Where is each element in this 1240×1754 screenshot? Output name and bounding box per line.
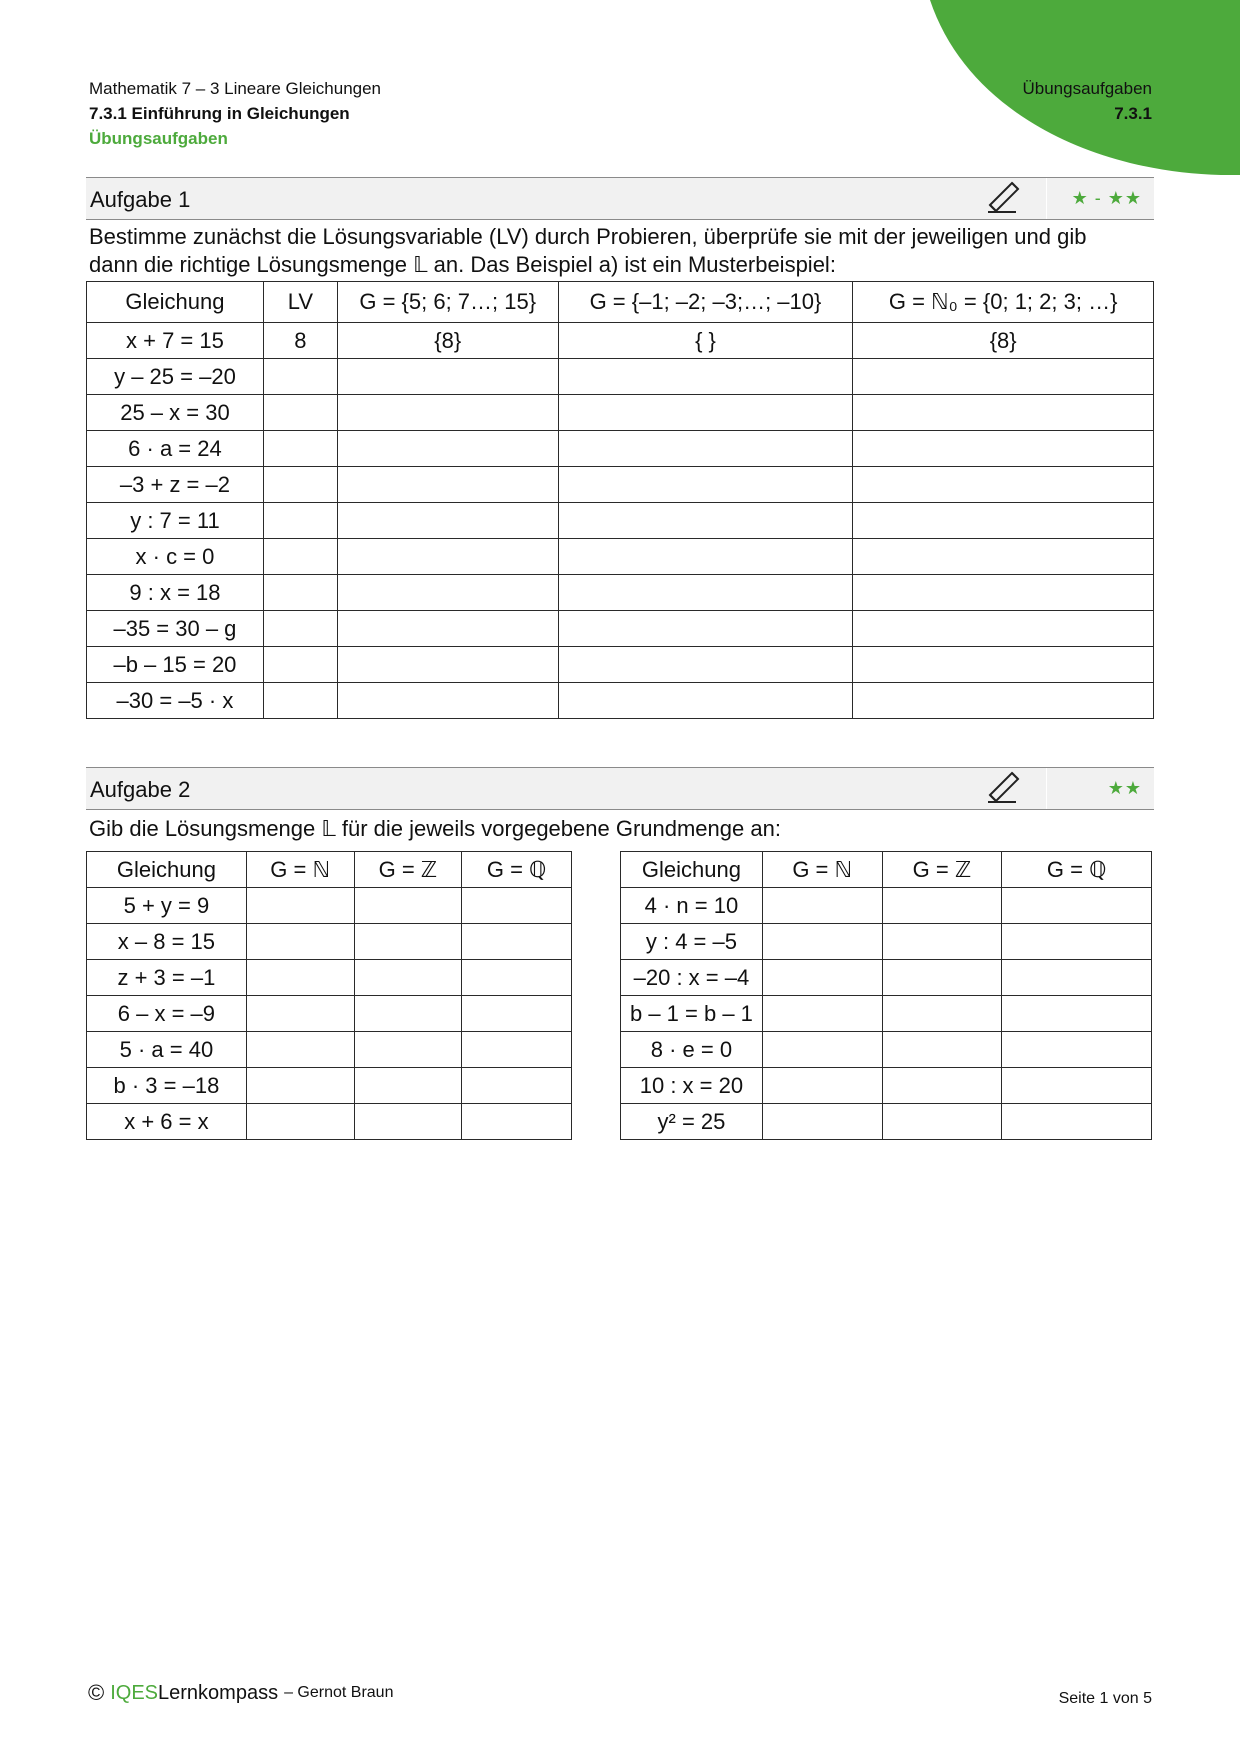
document-header-left bbox=[89, 76, 381, 151]
answer-cell bbox=[462, 1104, 572, 1140]
answer-cell bbox=[762, 1032, 882, 1068]
answer-cell: {8} bbox=[853, 323, 1154, 359]
column-header: Gleichung bbox=[87, 282, 264, 323]
equation-cell: x + 6 = x bbox=[87, 1104, 247, 1140]
copyright-symbol: © bbox=[88, 1680, 105, 1705]
answer-cell bbox=[558, 359, 853, 395]
table-row bbox=[87, 888, 572, 924]
column-header: Gleichung bbox=[87, 852, 247, 888]
equation-cell: 10 : x = 20 bbox=[621, 1068, 763, 1104]
table-row bbox=[621, 960, 1152, 996]
equation-cell: 5 · a = 40 bbox=[87, 1032, 247, 1068]
table-row bbox=[87, 611, 1154, 647]
answer-cell bbox=[337, 683, 558, 719]
answer-cell bbox=[246, 1032, 354, 1068]
equation-cell: 5 + y = 9 bbox=[87, 888, 247, 924]
equation-cell: 6 – x = –9 bbox=[87, 996, 247, 1032]
answer-cell bbox=[558, 683, 853, 719]
brand-iqes: IQES bbox=[110, 1681, 159, 1704]
answer-cell bbox=[1002, 1032, 1152, 1068]
equation-cell: –b – 15 = 20 bbox=[87, 647, 264, 683]
task2-bar-divider bbox=[1046, 768, 1047, 809]
footer-brand bbox=[88, 1680, 393, 1706]
answer-cell bbox=[853, 395, 1154, 431]
equation-cell: z + 3 = –1 bbox=[87, 960, 247, 996]
answer-cell bbox=[354, 1068, 462, 1104]
answer-cell bbox=[263, 395, 337, 431]
equation-cell: b – 1 = b – 1 bbox=[621, 996, 763, 1032]
answer-cell: { } bbox=[558, 323, 853, 359]
table-row bbox=[621, 888, 1152, 924]
answer-cell bbox=[263, 611, 337, 647]
task1-title: Aufgabe 1 bbox=[90, 187, 191, 212]
answer-cell bbox=[263, 647, 337, 683]
answer-cell bbox=[263, 503, 337, 539]
equation-cell: –20 : x = –4 bbox=[621, 960, 763, 996]
equation-cell: –30 = –5 · x bbox=[87, 683, 264, 719]
task1-instruction-line2: dann die richtige Lösungsmenge 𝕃 an. Das Beispiel a) ist ein Musterbeispiel: bbox=[89, 252, 836, 277]
answer-cell bbox=[354, 888, 462, 924]
equation-cell: y² = 25 bbox=[621, 1104, 763, 1140]
page-number: Seite 1 von 5 bbox=[1058, 1690, 1152, 1707]
answer-cell bbox=[853, 611, 1154, 647]
answer-cell bbox=[558, 503, 853, 539]
answer-cell bbox=[246, 888, 354, 924]
answer-cell bbox=[558, 431, 853, 467]
answer-cell bbox=[263, 359, 337, 395]
equation-cell: 25 – x = 30 bbox=[87, 395, 264, 431]
answer-cell bbox=[462, 924, 572, 960]
author-name: – Gernot Braun bbox=[284, 1684, 394, 1701]
table-row bbox=[621, 1032, 1152, 1068]
table-row bbox=[87, 539, 1154, 575]
answer-cell bbox=[246, 1104, 354, 1140]
answer-cell bbox=[263, 683, 337, 719]
equation-cell: b · 3 = –18 bbox=[87, 1068, 247, 1104]
answer-cell bbox=[337, 467, 558, 503]
answer-cell bbox=[462, 1032, 572, 1068]
equation-cell: y – 25 = –20 bbox=[87, 359, 264, 395]
equation-cell: x – 8 = 15 bbox=[87, 924, 247, 960]
answer-cell bbox=[558, 539, 853, 575]
answer-cell bbox=[882, 1104, 1002, 1140]
answer-cell bbox=[1002, 1104, 1152, 1140]
task1-instruction bbox=[89, 223, 1159, 279]
task1-difficulty-stars: ★ - ★★ bbox=[1071, 188, 1142, 208]
answer-cell bbox=[762, 1068, 882, 1104]
answer-cell bbox=[853, 467, 1154, 503]
equation-cell: 9 : x = 18 bbox=[87, 575, 264, 611]
task2-table-right bbox=[620, 851, 1152, 1140]
table-row bbox=[87, 1032, 572, 1068]
table-row bbox=[621, 996, 1152, 1032]
table-row bbox=[87, 1104, 572, 1140]
table-row bbox=[87, 575, 1154, 611]
answer-cell bbox=[354, 960, 462, 996]
answer-cell bbox=[853, 647, 1154, 683]
pencil-icon bbox=[986, 771, 1022, 805]
table-row bbox=[87, 996, 572, 1032]
table-header-row bbox=[87, 282, 1154, 323]
table-row bbox=[87, 647, 1154, 683]
answer-cell bbox=[337, 395, 558, 431]
table-header-row bbox=[621, 852, 1152, 888]
table-header-row bbox=[87, 852, 572, 888]
answer-cell bbox=[337, 575, 558, 611]
answer-cell bbox=[1002, 960, 1152, 996]
column-header: G = ℕ bbox=[246, 852, 354, 888]
answer-cell bbox=[762, 996, 882, 1032]
task2-instruction: Gib die Lösungsmenge 𝕃 für die jeweils vorgegebene Grundmenge an: bbox=[89, 816, 781, 841]
answer-cell bbox=[462, 1068, 572, 1104]
equation-cell: x · c = 0 bbox=[87, 539, 264, 575]
answer-cell bbox=[337, 359, 558, 395]
answer-cell bbox=[354, 1104, 462, 1140]
column-header: G = ℤ bbox=[882, 852, 1002, 888]
answer-cell bbox=[558, 575, 853, 611]
subject-line: Mathematik 7 – 3 Lineare Gleichungen bbox=[89, 79, 382, 98]
answer-cell bbox=[853, 539, 1154, 575]
header-section-number: 7.3.1 bbox=[1114, 104, 1152, 123]
column-header: G = ℤ bbox=[354, 852, 462, 888]
task1-bar-divider bbox=[1046, 178, 1047, 219]
answer-cell bbox=[882, 888, 1002, 924]
equation-cell: –3 + z = –2 bbox=[87, 467, 264, 503]
task2-table-left bbox=[86, 851, 572, 1140]
answer-cell bbox=[246, 1068, 354, 1104]
column-header: Gleichung bbox=[621, 852, 763, 888]
answer-cell bbox=[263, 467, 337, 503]
column-header: G = {5; 6; 7…; 15} bbox=[337, 282, 558, 323]
answer-cell bbox=[882, 960, 1002, 996]
task1-table bbox=[86, 281, 1154, 719]
task2-title: Aufgabe 2 bbox=[90, 777, 191, 802]
answer-cell bbox=[853, 575, 1154, 611]
brand-lernkompass: Lernkompass bbox=[158, 1681, 279, 1704]
answer-cell bbox=[1002, 924, 1152, 960]
answer-cell bbox=[246, 960, 354, 996]
answer-cell bbox=[337, 503, 558, 539]
column-header: G = ℚ bbox=[1002, 852, 1152, 888]
header-type-label: Übungsaufgaben bbox=[1022, 79, 1152, 98]
answer-cell bbox=[263, 575, 337, 611]
equation-cell: y : 7 = 11 bbox=[87, 503, 264, 539]
answer-cell bbox=[853, 431, 1154, 467]
table-row bbox=[621, 1104, 1152, 1140]
answer-cell: 8 bbox=[263, 323, 337, 359]
equation-cell: –35 = 30 – g bbox=[87, 611, 264, 647]
column-header: G = ℕ bbox=[762, 852, 882, 888]
answer-cell bbox=[1002, 888, 1152, 924]
column-header: LV bbox=[263, 282, 337, 323]
table-row bbox=[621, 1068, 1152, 1104]
answer-cell bbox=[853, 503, 1154, 539]
answer-cell bbox=[558, 395, 853, 431]
equation-cell: 4 · n = 10 bbox=[621, 888, 763, 924]
equation-cell: 8 · e = 0 bbox=[621, 1032, 763, 1068]
answer-cell bbox=[354, 996, 462, 1032]
answer-cell bbox=[762, 888, 882, 924]
answer-cell bbox=[1002, 1068, 1152, 1104]
table-row bbox=[87, 503, 1154, 539]
answer-cell bbox=[762, 1104, 882, 1140]
table-row bbox=[87, 359, 1154, 395]
answer-cell bbox=[337, 647, 558, 683]
answer-cell bbox=[882, 1068, 1002, 1104]
answer-cell: {8} bbox=[337, 323, 558, 359]
answer-cell bbox=[354, 924, 462, 960]
answer-cell bbox=[762, 924, 882, 960]
section-title: 7.3.1 Einführung in Gleichungen bbox=[89, 104, 350, 123]
column-header: G = ℚ bbox=[462, 852, 572, 888]
answer-cell bbox=[853, 683, 1154, 719]
answer-cell bbox=[558, 467, 853, 503]
answer-cell bbox=[1002, 996, 1152, 1032]
table-row bbox=[87, 924, 572, 960]
answer-cell bbox=[337, 539, 558, 575]
answer-cell bbox=[558, 647, 853, 683]
answer-cell bbox=[462, 996, 572, 1032]
task1-header-bar bbox=[86, 177, 1154, 220]
task1-instruction-line1: Bestimme zunächst die Lösungsvariable (LV) durch Probieren, überprüfe sie mit der jeweiligen und gib bbox=[89, 224, 1087, 249]
answer-cell bbox=[762, 960, 882, 996]
column-header: G = ℕ₀ = {0; 1; 2; 3; …} bbox=[853, 282, 1154, 323]
table-row bbox=[621, 924, 1152, 960]
answer-cell bbox=[882, 1032, 1002, 1068]
answer-cell bbox=[246, 996, 354, 1032]
task2-header-bar bbox=[86, 767, 1154, 810]
answer-cell bbox=[337, 611, 558, 647]
table-row bbox=[87, 467, 1154, 503]
table-row bbox=[87, 960, 572, 996]
answer-cell bbox=[882, 996, 1002, 1032]
answer-cell bbox=[462, 960, 572, 996]
answer-cell bbox=[853, 359, 1154, 395]
answer-cell bbox=[462, 888, 572, 924]
pencil-icon bbox=[986, 181, 1022, 215]
equation-cell: y : 4 = –5 bbox=[621, 924, 763, 960]
document-header-right bbox=[1022, 76, 1152, 126]
equation-cell: x + 7 = 15 bbox=[87, 323, 264, 359]
table-row bbox=[87, 323, 1154, 359]
answer-cell bbox=[337, 431, 558, 467]
answer-cell bbox=[263, 539, 337, 575]
answer-cell bbox=[263, 431, 337, 467]
table-row bbox=[87, 683, 1154, 719]
task2-difficulty-stars: ★★ bbox=[1107, 778, 1142, 798]
document-type: Übungsaufgaben bbox=[89, 129, 228, 148]
answer-cell bbox=[558, 611, 853, 647]
answer-cell bbox=[882, 924, 1002, 960]
answer-cell bbox=[354, 1032, 462, 1068]
table-row bbox=[87, 431, 1154, 467]
table-row bbox=[87, 1068, 572, 1104]
equation-cell: 6 · a = 24 bbox=[87, 431, 264, 467]
column-header: G = {–1; –2; –3;…; –10} bbox=[558, 282, 853, 323]
answer-cell bbox=[246, 924, 354, 960]
table-row bbox=[87, 395, 1154, 431]
